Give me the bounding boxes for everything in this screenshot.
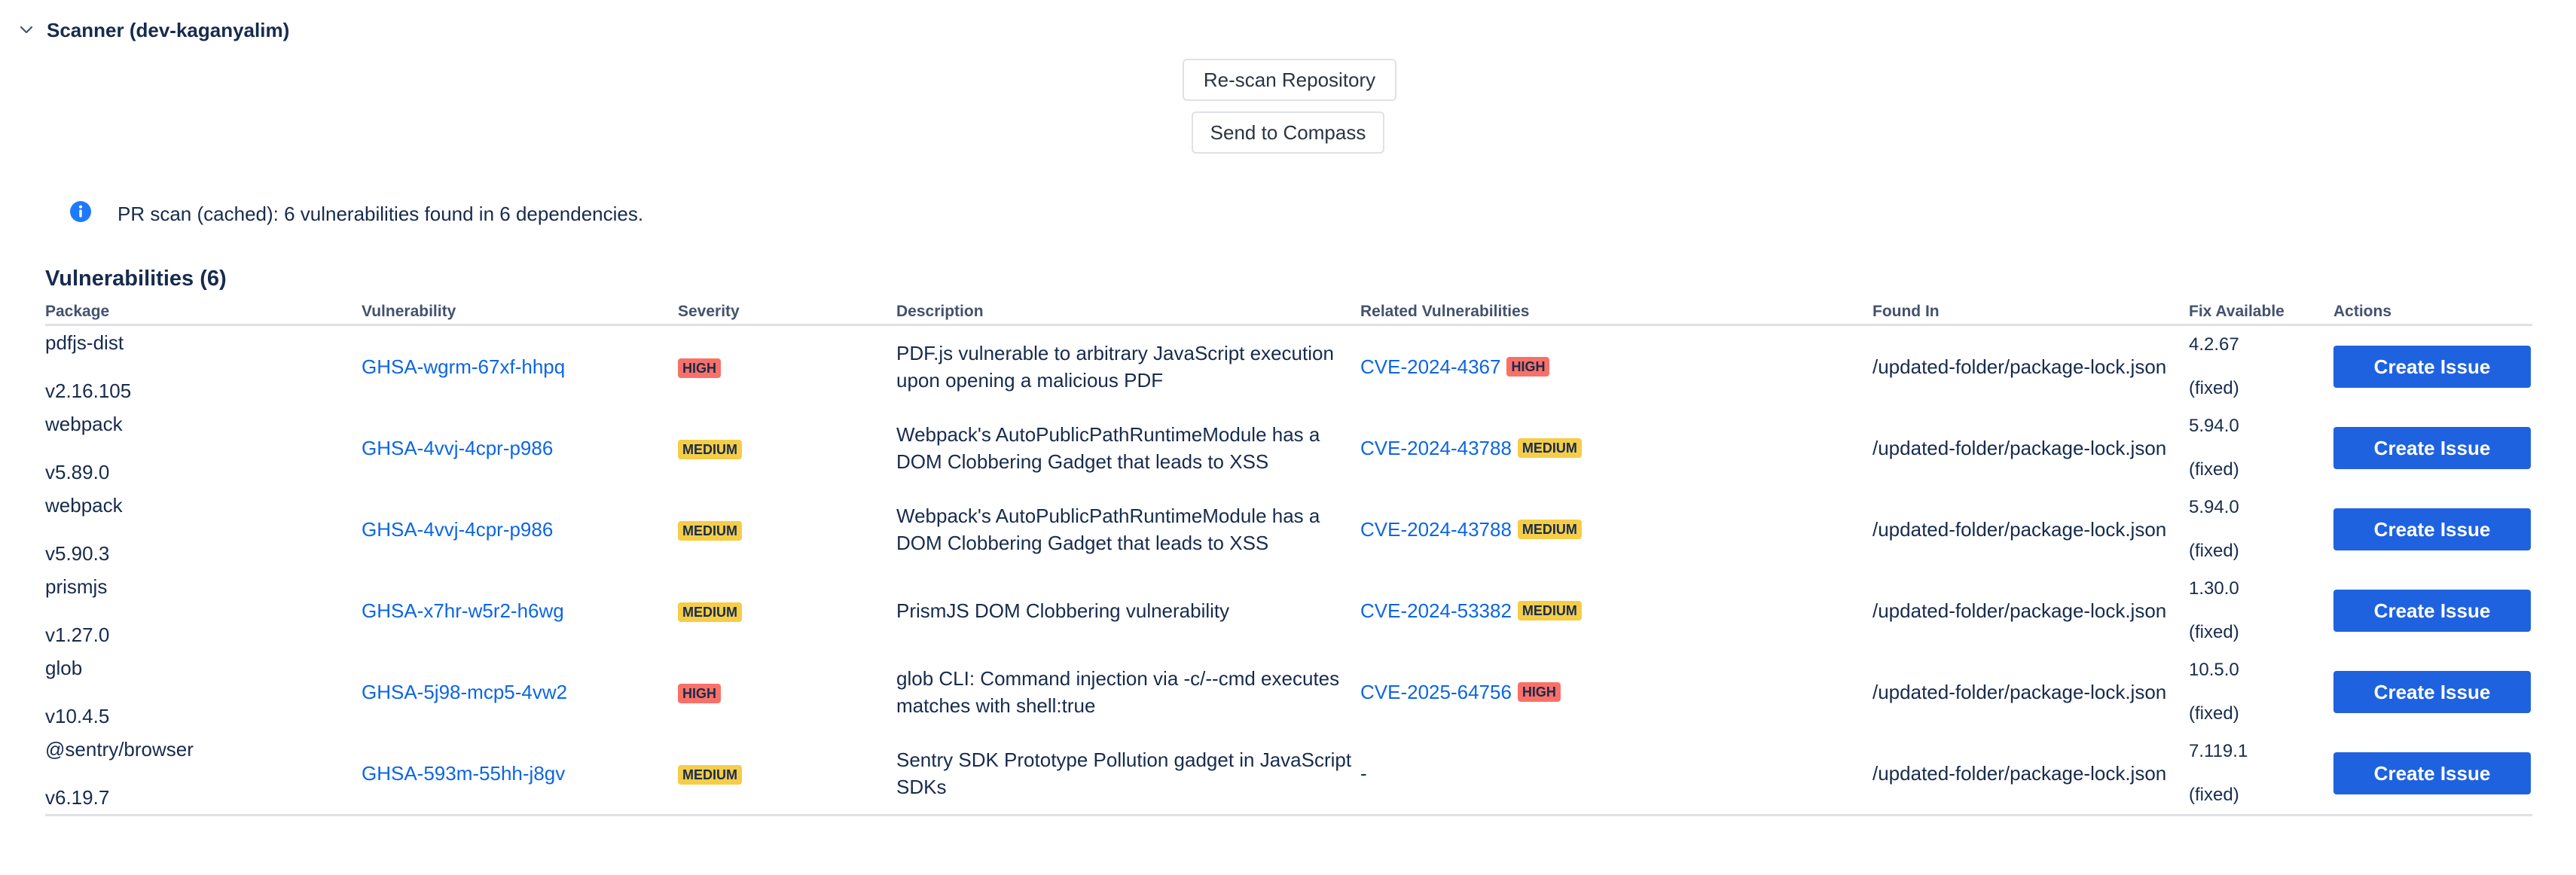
- table-row: [45, 489, 2532, 570]
- description-text: Webpack's AutoPublicPathRuntimeModule has a DOM Clobbering Gadget that leads to XSS: [896, 423, 1320, 473]
- package-version: v5.89.0: [45, 461, 110, 483]
- package-name: pdfjs-dist: [45, 331, 124, 354]
- related-vulnerability: [1360, 599, 1872, 623]
- create-issue-button[interactable]: Create Issue: [2333, 346, 2531, 388]
- column-header-fix: Fix Available: [2189, 300, 2333, 325]
- send-to-compass-button[interactable]: Send to Compass: [1192, 111, 1384, 154]
- fix-available: [2189, 740, 2333, 806]
- fix-available: [2189, 415, 2333, 481]
- package-name: webpack: [45, 494, 123, 517]
- package-cell: [45, 651, 362, 733]
- info-icon: [69, 200, 92, 228]
- fix-available: [2189, 578, 2333, 644]
- table-row: [45, 570, 2532, 651]
- severity-badge: MEDIUM: [678, 602, 742, 622]
- table-row: [45, 407, 2532, 489]
- fix-status: (fixed): [2189, 378, 2239, 398]
- create-issue-button[interactable]: Create Issue: [2333, 508, 2531, 550]
- severity-badge: MEDIUM: [678, 521, 742, 541]
- table-row: [45, 651, 2532, 733]
- info-message: PR scan (cached): 6 vulnerabilities found in 6 dependencies.: [118, 202, 644, 225]
- fix-status: (fixed): [2189, 703, 2239, 724]
- vulnerability-link[interactable]: GHSA-4vvj-4cpr-p986: [362, 436, 554, 459]
- fix-available: [2189, 659, 2333, 725]
- related-vulnerability-none: -: [1360, 761, 1367, 785]
- description-text: PDF.js vulnerable to arbitrary JavaScript execution upon opening a malicious PDF: [896, 342, 1334, 392]
- related-severity-badge: HIGH: [1506, 357, 1549, 377]
- package-version: v2.16.105: [45, 380, 132, 402]
- fix-version: 5.94.0: [2189, 497, 2239, 517]
- related-vulnerability: [1360, 681, 1872, 704]
- related-vulnerability-link[interactable]: CVE-2024-53382: [1360, 599, 1512, 622]
- package-cell: [45, 407, 362, 489]
- create-issue-button[interactable]: Create Issue: [2333, 427, 2531, 469]
- related-vulnerability: [1360, 355, 1872, 379]
- vulnerabilities-table: [45, 300, 2532, 816]
- severity-badge: HIGH: [678, 358, 721, 378]
- found-in-path: /updated-folder/package-lock.json: [1872, 437, 2167, 459]
- fix-version: 1.30.0: [2189, 578, 2239, 599]
- vulnerability-link[interactable]: GHSA-593m-55hh-j8gv: [362, 761, 566, 785]
- package-version: v6.19.7: [45, 786, 110, 809]
- package-name: glob: [45, 657, 83, 679]
- description-text: PrismJS DOM Clobbering vulnerability: [896, 599, 1230, 622]
- package-version: v1.27.0: [45, 623, 110, 646]
- related-vulnerability: [1360, 762, 1872, 785]
- column-header-description: Description: [896, 300, 1360, 325]
- found-in-path: /updated-folder/package-lock.json: [1872, 355, 2167, 378]
- found-in-path: /updated-folder/package-lock.json: [1872, 518, 2167, 541]
- package-cell: [45, 570, 362, 651]
- related-severity-badge: MEDIUM: [1518, 520, 1582, 539]
- column-header-found-in: Found In: [1872, 300, 2189, 325]
- fix-version: 10.5.0: [2189, 660, 2239, 680]
- table-row: [45, 733, 2532, 816]
- rescan-repository-button[interactable]: Re-scan Repository: [1183, 59, 1396, 101]
- column-header-related: Related Vulnerabilities: [1360, 300, 1872, 325]
- found-in-path: /updated-folder/package-lock.json: [1872, 681, 2167, 703]
- related-vulnerability-link[interactable]: CVE-2024-4367: [1360, 355, 1501, 378]
- vulnerability-link[interactable]: GHSA-wgrm-67xf-hhpq: [362, 355, 566, 378]
- table-row: [45, 325, 2532, 408]
- fix-version: 5.94.0: [2189, 416, 2239, 436]
- column-header-severity: Severity: [678, 300, 896, 325]
- table-header-row: [45, 300, 2532, 325]
- related-vulnerability-link[interactable]: CVE-2025-64756: [1360, 680, 1512, 703]
- column-header-vulnerability: Vulnerability: [362, 300, 678, 325]
- found-in-path: /updated-folder/package-lock.json: [1872, 599, 2167, 622]
- package-name: webpack: [45, 413, 123, 435]
- vulnerability-link[interactable]: GHSA-5j98-mcp5-4vw2: [362, 680, 568, 703]
- severity-badge: MEDIUM: [678, 765, 742, 785]
- column-header-actions: Actions: [2333, 300, 2532, 325]
- related-vulnerability-link[interactable]: CVE-2024-43788: [1360, 436, 1512, 459]
- chevron-down-icon[interactable]: [18, 22, 35, 38]
- fix-status: (fixed): [2189, 541, 2239, 561]
- package-cell: [45, 489, 362, 570]
- section-title: Scanner (dev-kaganyalim): [47, 18, 290, 41]
- fix-status: (fixed): [2189, 622, 2239, 642]
- fix-status: (fixed): [2189, 785, 2239, 805]
- create-issue-button[interactable]: Create Issue: [2333, 752, 2531, 794]
- column-header-package: Package: [45, 300, 362, 325]
- description-text: glob CLI: Command injection via -c/--cmd executes matches with shell:true: [896, 667, 1340, 717]
- fix-available: [2189, 496, 2333, 562]
- package-version: v10.4.5: [45, 705, 110, 727]
- vulnerability-link[interactable]: GHSA-x7hr-w5r2-h6wg: [362, 599, 564, 622]
- vulnerabilities-heading: Vulnerabilities (6): [45, 267, 227, 291]
- description-text: Webpack's AutoPublicPathRuntimeModule has a DOM Clobbering Gadget that leads to XSS: [896, 505, 1320, 554]
- description-text: Sentry SDK Prototype Pollution gadget in JavaScript SDKs: [896, 733, 1360, 816]
- fix-version: 4.2.67: [2189, 334, 2239, 355]
- related-vulnerability: [1360, 518, 1872, 541]
- package-version: v5.90.3: [45, 542, 110, 565]
- fix-available: [2189, 334, 2333, 400]
- related-severity-badge: MEDIUM: [1518, 601, 1582, 620]
- severity-badge: HIGH: [678, 684, 721, 703]
- package-name: @sentry/browser: [45, 738, 194, 761]
- create-issue-button[interactable]: Create Issue: [2333, 590, 2531, 632]
- found-in-path: /updated-folder/package-lock.json: [1872, 733, 2189, 816]
- package-cell: [45, 733, 362, 816]
- vulnerability-link[interactable]: GHSA-4vvj-4cpr-p986: [362, 517, 554, 541]
- package-cell: [45, 325, 362, 408]
- severity-badge: MEDIUM: [678, 440, 742, 459]
- create-issue-button[interactable]: Create Issue: [2333, 671, 2531, 713]
- related-severity-badge: HIGH: [1518, 682, 1561, 702]
- related-vulnerability: [1360, 437, 1872, 460]
- related-vulnerability-link[interactable]: CVE-2024-43788: [1360, 517, 1512, 541]
- fix-status: (fixed): [2189, 459, 2239, 480]
- fix-version: 7.119.1: [2189, 741, 2248, 761]
- package-name: prismjs: [45, 575, 108, 598]
- related-severity-badge: MEDIUM: [1518, 438, 1582, 458]
- section-header[interactable]: [18, 15, 289, 45]
- info-banner: [69, 199, 643, 229]
